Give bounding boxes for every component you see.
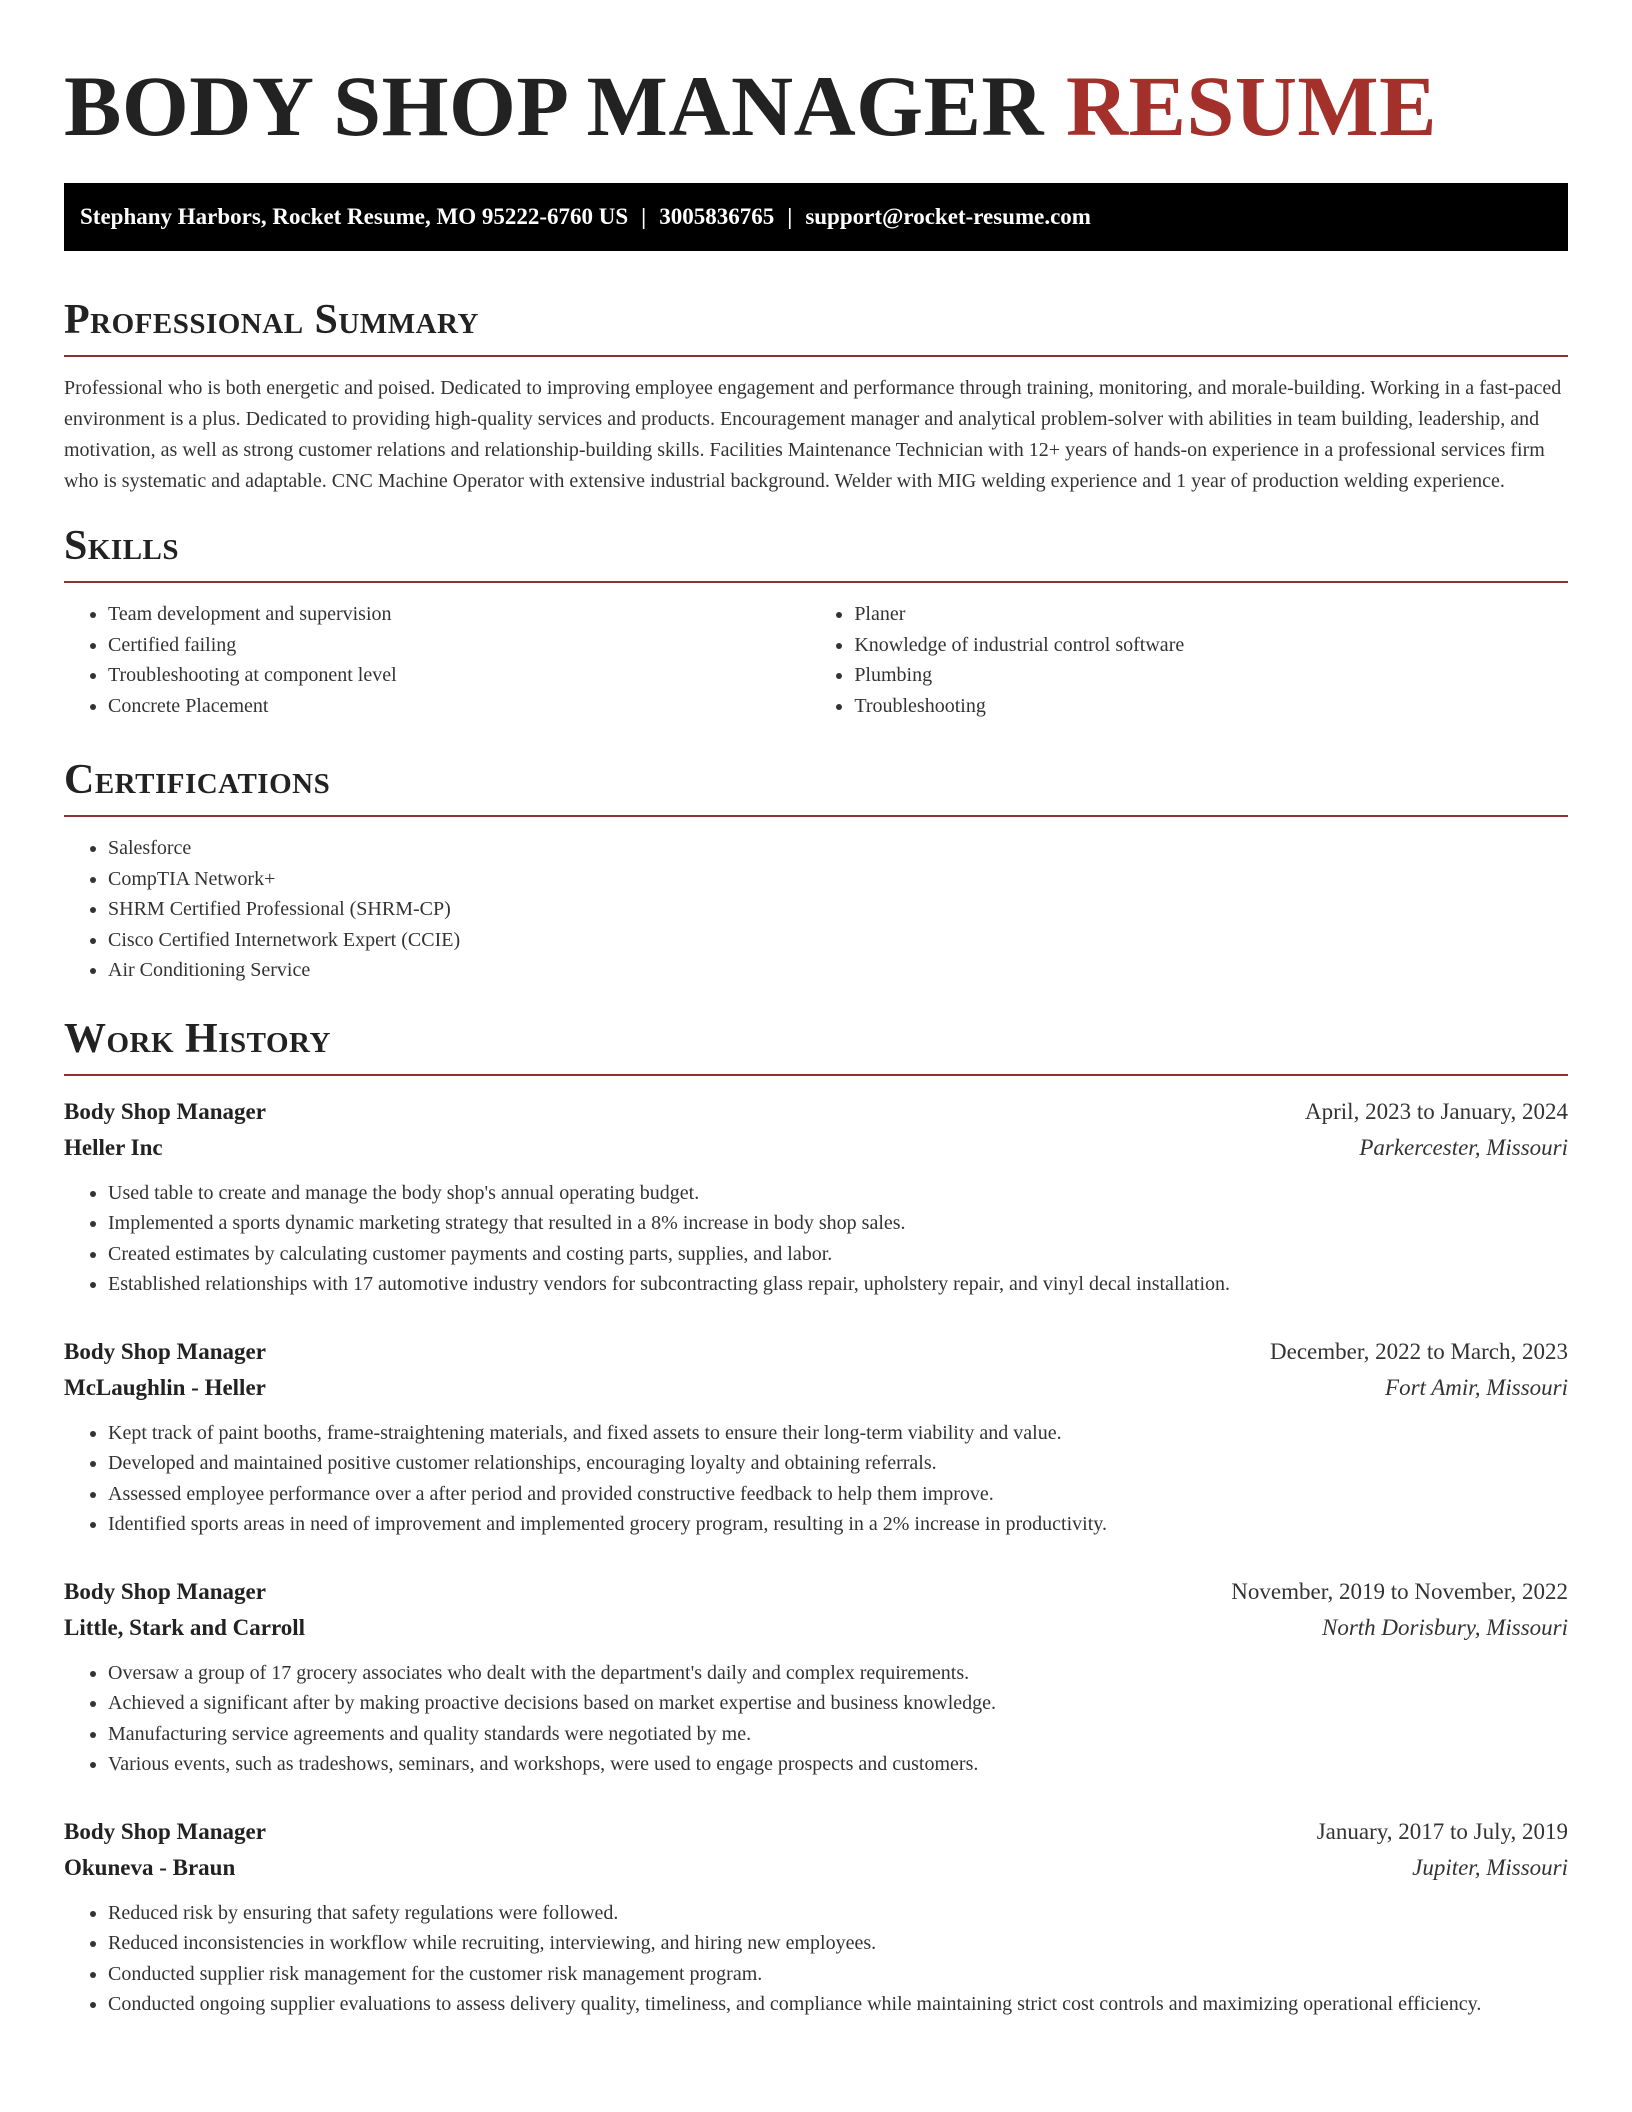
- job-duties-list: [64, 1178, 1568, 1300]
- job-company-line: [64, 1370, 1568, 1406]
- certification-item: • CompTIA Network+: [108, 864, 1568, 895]
- skills-grid: [64, 599, 1568, 721]
- contact-separator: |: [641, 204, 647, 229]
- job-duty-item: • Kept track of paint booths, frame-straightening materials, and fixed assets to ensure their long-term viability and value.: [108, 1418, 1568, 1449]
- job-location: Jupiter, Missouri: [1412, 1854, 1568, 1880]
- job-entry: [64, 1574, 1568, 1780]
- certification-item: • Salesforce: [108, 833, 1568, 864]
- certifications-list: [64, 833, 1568, 986]
- summary-heading: Professional Summary: [64, 297, 479, 343]
- job-title: Body Shop Manager: [64, 1098, 266, 1124]
- section-divider: [64, 815, 1568, 817]
- title-accent: RESUME: [1066, 58, 1437, 154]
- job-duty-item: • Developed and maintained positive customer relationships, encouraging loyalty and obtaining referrals.: [108, 1448, 1568, 1479]
- job-duty-item: • Used table to create and manage the body shop's annual operating budget.: [108, 1178, 1568, 1209]
- job-duty-item: • Established relationships with 17 automotive industry vendors for subcontracting glass repair, upholstery repair, and vinyl decal installation.: [108, 1269, 1568, 1300]
- title-main: BODY SHOP MANAGER: [64, 58, 1045, 154]
- job-company-line: [64, 1850, 1568, 1886]
- job-location: Parkercester, Missouri: [1359, 1134, 1568, 1160]
- job-header-line: [64, 1094, 1568, 1130]
- certifications-section: [64, 755, 1568, 986]
- work-history-heading: Work History: [64, 1015, 331, 1062]
- skill-item: • Troubleshooting at component level: [108, 660, 810, 691]
- skills-list-right: [810, 599, 1568, 721]
- job-company: Heller Inc: [64, 1134, 163, 1160]
- job-dates: November, 2019 to November, 2022: [1231, 1578, 1568, 1604]
- resume-title: [64, 0, 1568, 156]
- job-company: Little, Stark and Carroll: [64, 1614, 306, 1640]
- skill-item: • Team development and supervision: [108, 599, 810, 630]
- job-entry: [64, 1334, 1568, 1540]
- job-location: Fort Amir, Missouri: [1385, 1374, 1568, 1400]
- job-title: Body Shop Manager: [64, 1338, 266, 1364]
- job-entry: [64, 1094, 1568, 1300]
- job-header-line: [64, 1334, 1568, 1370]
- skill-item: • Concrete Placement: [108, 691, 810, 722]
- work-history-list: [64, 1094, 1568, 2020]
- skill-item: • Knowledge of industrial control software: [854, 630, 1568, 661]
- job-company: Okuneva - Braun: [64, 1854, 236, 1880]
- job-company-line: [64, 1610, 1568, 1646]
- job-duty-item: • Created estimates by calculating customer payments and costing parts, supplies, and labor.: [108, 1239, 1568, 1270]
- certification-item: • Cisco Certified Internetwork Expert (CCIE): [108, 925, 1568, 956]
- work-history-section: [64, 1014, 1568, 2020]
- job-dates: January, 2017 to July, 2019: [1316, 1818, 1568, 1844]
- job-duty-item: • Assessed employee performance over a after period and provided constructive feedback to help them improve.: [108, 1479, 1568, 1510]
- job-duty-item: • Manufacturing service agreements and quality standards were negotiated by me.: [108, 1719, 1568, 1750]
- job-title: Body Shop Manager: [64, 1578, 266, 1604]
- job-header-line: [64, 1814, 1568, 1850]
- certification-item: • Air Conditioning Service: [108, 955, 1568, 986]
- contact-address: Stephany Harbors, Rocket Resume, MO 95222-6760 US: [80, 204, 629, 229]
- job-duties-list: [64, 1418, 1568, 1540]
- job-duty-item: • Achieved a significant after by making proactive decisions based on market expertise and business knowledge.: [108, 1688, 1568, 1719]
- job-dates: December, 2022 to March, 2023: [1270, 1338, 1568, 1364]
- contact-separator: |: [787, 204, 793, 229]
- job-duty-item: • Various events, such as tradeshows, seminars, and workshops, were used to engage prospects and customers.: [108, 1749, 1568, 1780]
- skills-heading: Skills: [64, 523, 180, 569]
- job-duty-item: • Identified sports areas in need of improvement and implemented grocery program, resulting in a 2% increase in productivity.: [108, 1509, 1568, 1540]
- skill-item: • Plumbing: [854, 660, 1568, 691]
- job-title: Body Shop Manager: [64, 1818, 266, 1844]
- contact-phone: 3005836765: [659, 204, 775, 229]
- section-divider: [64, 581, 1568, 583]
- contact-bar: [64, 183, 1568, 251]
- skill-item: • Planer: [854, 599, 1568, 630]
- job-header-line: [64, 1574, 1568, 1610]
- job-duties-list: [64, 1658, 1568, 1780]
- skills-list-left: [64, 599, 810, 721]
- summary-text: Professional who is both energetic and poised. Dedicated to improving employee engagement and performance through training, monitoring, and morale-building. Working in a fast-paced environment is a plus. Dedicated to providing high-quality services and products. Encouragement manager and analytical problem-solver with abilities in team building, leadership, and motivation, as well as strong customer relations and relationship-building skills. Facilities Maintenance Technician with 12+ years of hands-on experience in a professional services firm who is systematic and adaptable. CNC Machine Operator with extensive industrial background. Welder with MIG welding experience and 1 year of production welding experience.: [64, 377, 1562, 492]
- section-divider: [64, 355, 1568, 357]
- job-entry: [64, 1814, 1568, 2020]
- certifications-heading: Certifications: [64, 757, 331, 803]
- certification-item: • SHRM Certified Professional (SHRM-CP): [108, 894, 1568, 925]
- job-duty-item: • Reduced risk by ensuring that safety regulations were followed.: [108, 1898, 1568, 1929]
- job-duty-item: • Conducted supplier risk management for the customer risk management program.: [108, 1959, 1568, 1990]
- job-duty-item: • Implemented a sports dynamic marketing strategy that resulted in a 8% increase in body shop sales.: [108, 1208, 1568, 1239]
- skills-section: [64, 521, 1568, 721]
- skill-item: • Troubleshooting: [854, 691, 1568, 722]
- section-divider: [64, 1074, 1568, 1076]
- job-duty-item: • Conducted ongoing supplier evaluations to assess delivery quality, timeliness, and compliance while maintaining strict cost controls and maximizing operational efficiency.: [108, 1989, 1568, 2020]
- job-duty-item: • Oversaw a group of 17 grocery associates who dealt with the department's daily and complex requirements.: [108, 1658, 1568, 1689]
- summary-section: [64, 295, 1568, 497]
- job-location: North Dorisbury, Missouri: [1321, 1614, 1568, 1640]
- job-company: McLaughlin - Heller: [64, 1374, 266, 1400]
- job-company-line: [64, 1130, 1568, 1166]
- contact-email: support@rocket-resume.com: [805, 204, 1091, 229]
- job-duty-item: • Reduced inconsistencies in workflow while recruiting, interviewing, and hiring new employees.: [108, 1928, 1568, 1959]
- job-duties-list: [64, 1898, 1568, 2020]
- job-dates: April, 2023 to January, 2024: [1305, 1098, 1568, 1124]
- skill-item: • Certified failing: [108, 630, 810, 661]
